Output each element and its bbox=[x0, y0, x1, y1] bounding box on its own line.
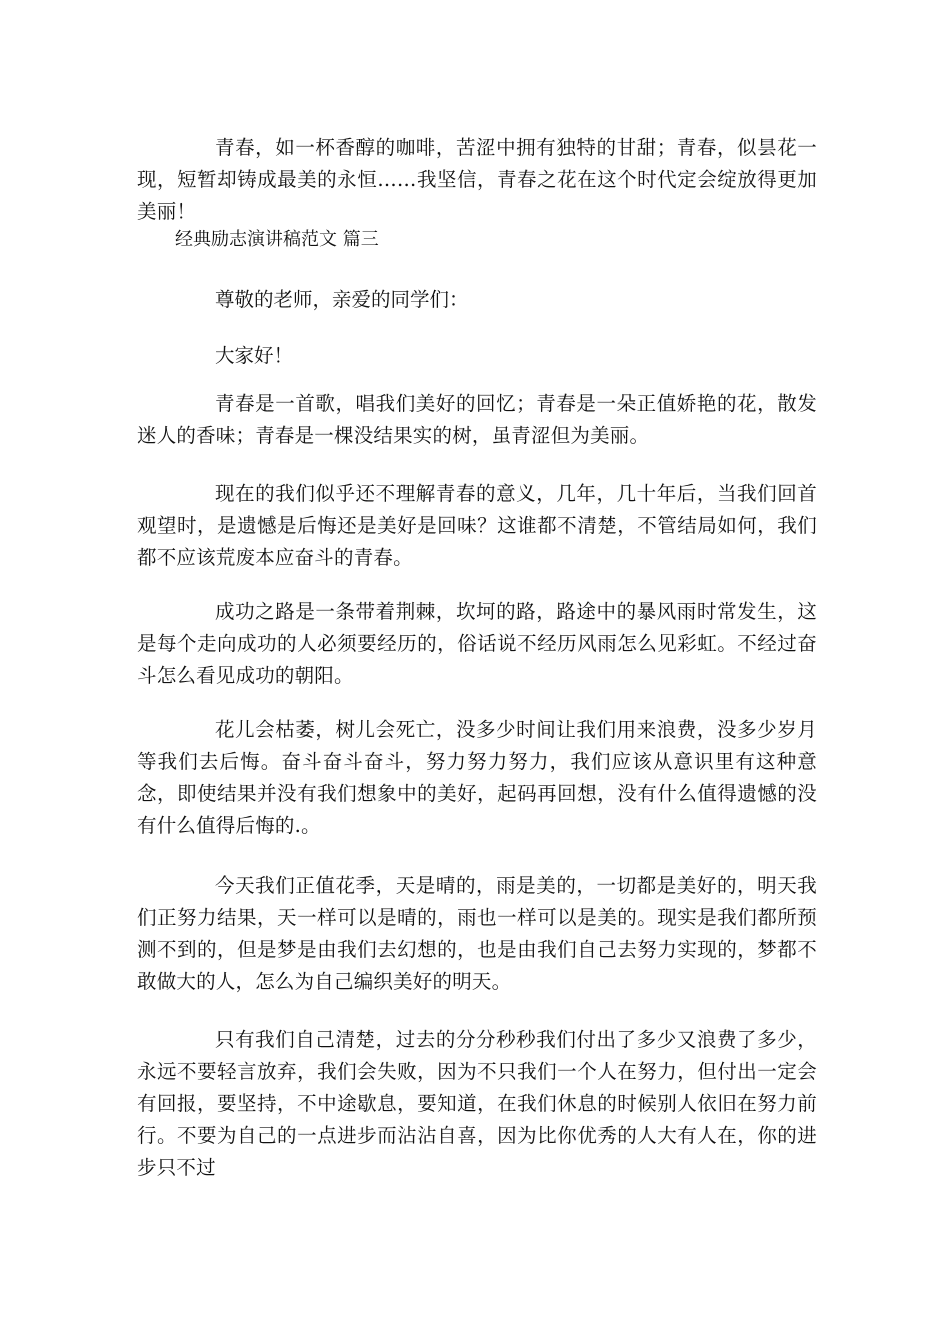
paragraph-youth-song: 青春是一首歌，唱我们美好的回忆；青春是一朵正值娇艳的花，散发迷人的香味；青春是一棵没结果实的树，虽青涩但为美丽。 bbox=[137, 392, 817, 447]
paragraph-flower-season: 今天我们正值花季，天是晴的，雨是美的，一切都是美好的，明天我们正努力结果，天一样可以是晴的，雨也一样可以是美的。现实是我们都所预测不到的，但是梦是由我们去幻想的，也是由我们自己去努力实现的，梦都不敢做大的人，怎么为自己编织美好的明天。 bbox=[137, 874, 817, 993]
paragraph-meaning-of-youth: 现在的我们似乎还不理解青春的意义，几年，几十年后，当我们回首观望时，是遗憾是后悔还是美好是回味？这谁都不清楚，不管结局如何，我们都不应该荒废本应奋斗的青春。 bbox=[137, 482, 817, 569]
paragraph-road-to-success: 成功之路是一条带着荆棘，坎坷的路，路途中的暴风雨时常发生，这是每个走向成功的人必须要经历的，俗话说不经历风雨怎么见彩虹。不经过奋斗怎么看见成功的朝阳。 bbox=[137, 600, 817, 687]
greeting: 大家好！ bbox=[215, 344, 294, 367]
paragraph-youth-coffee: 青春，如一杯香醇的咖啡，苦涩中拥有独特的甘甜；青春，似昙花一现，短暂却铸成最美的永恒……我坚信，青春之花在这个时代定会绽放得更加美丽！ bbox=[137, 136, 817, 223]
salutation: 尊敬的老师，亲爱的同学们： bbox=[215, 288, 469, 311]
paragraph-flowers-wither: 花儿会枯萎，树儿会死亡，没多少时间让我们用来浪费，没多少岁月等我们去后悔。奋斗奋斗奋斗，努力努力努力，我们应该从意识里有这种意念，即使结果并没有我们想象中的美好，起码再回想，没有什么值得遗憾的没有什么值得后悔的.。 bbox=[137, 718, 817, 837]
paragraph-only-we-know: 只有我们自己清楚，过去的分分秒秒我们付出了多少又浪费了多少，永远不要轻言放弃，我们会失败，因为不只我们一个人在努力，但付出一定会有回报，要坚持，不中途歇息，要知道，在我们休息的时候别人依旧在努力前行。不要为自己的一点进步而沾沾自喜，因为比你优秀的人大有人在，你的进步只不过 bbox=[137, 1028, 817, 1179]
section-heading: 经典励志演讲稿范文 篇三 bbox=[175, 229, 379, 250]
